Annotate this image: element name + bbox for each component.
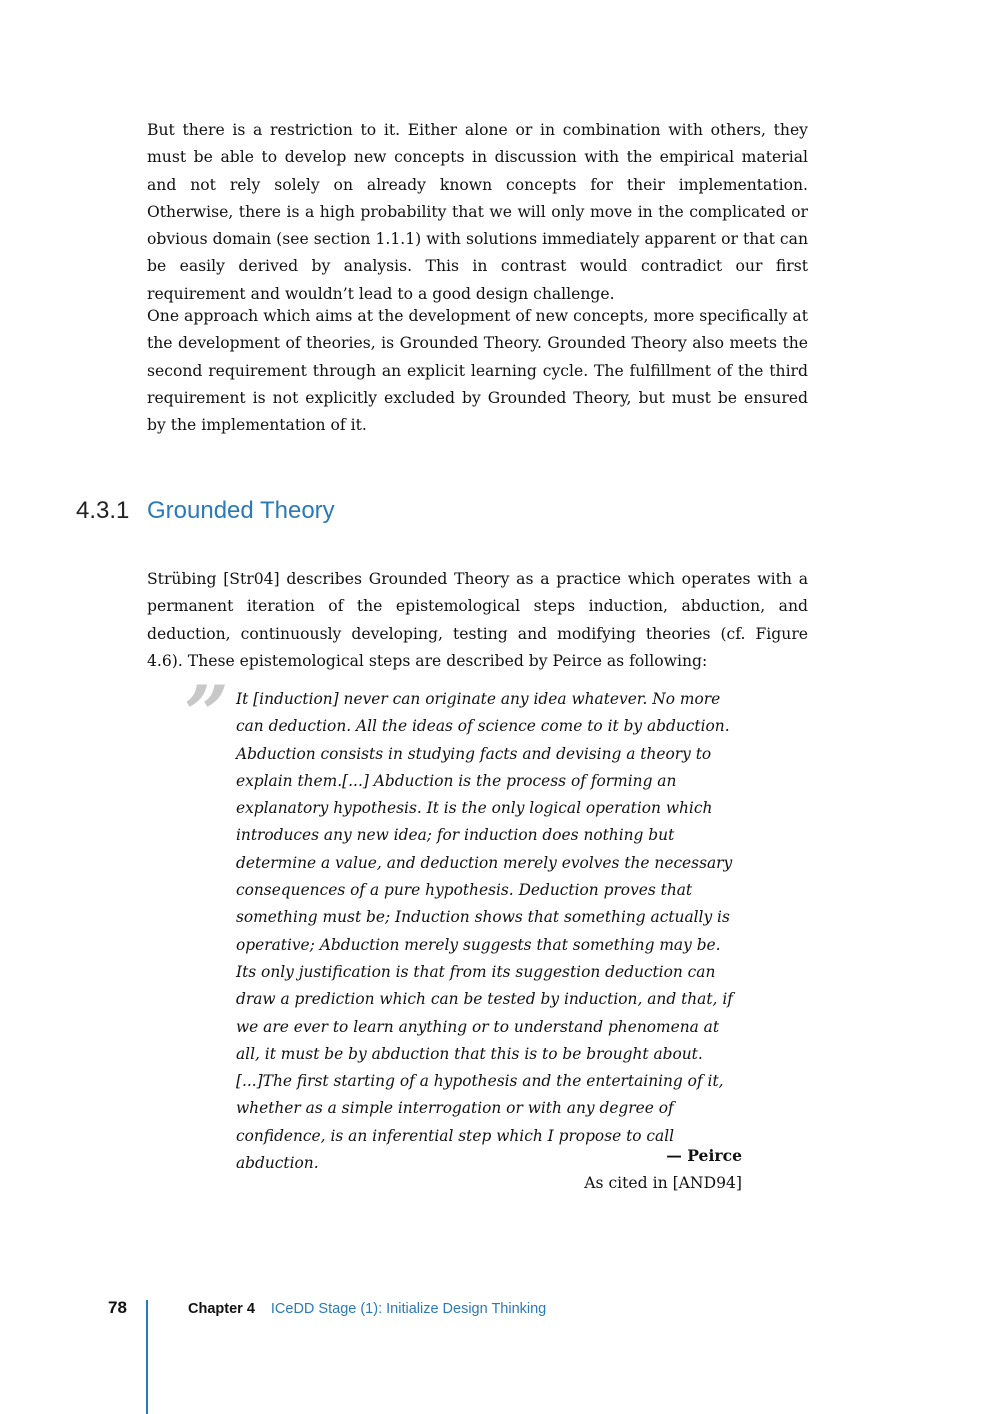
quote-author: — Peirce: [666, 1146, 742, 1165]
page-number: 78: [108, 1298, 127, 1317]
chapter-title: ICeDD Stage (1): Initialize Design Thinking: [270, 1301, 547, 1317]
footer-divider: [146, 1300, 148, 1414]
chapter-label: Chapter 4: [188, 1301, 255, 1317]
quotation-mark-icon: ”: [184, 669, 229, 760]
running-footer: [188, 1301, 546, 1317]
block-quote: It [induction] never can originate any idea whatever. No more can deduction. All the ideas of science come to it by abduction. Abduction consists in studying facts and devising a theory to explain them.[...] Abduction is the process of forming an explanatory hypothesis. It is the only logical operation which introduces any new idea; for induction does nothing but determine a value, and deduction merely evolves the necessary consequences of a pure hypothesis. Deduction proves that something must be; Induction shows that something actually is operative; Abduction merely suggests that something may be. Its only justification is that from its suggestion deduction can draw a prediction which can be tested by induction, and that, if we are ever to learn anything or to understand phenomena at all, it must be by abduction that this is to be brought about.[...]The first starting of a hypothesis and the entertaining of it, whether as a simple interrogation or with any degree of confidence, is an inferential step which I propose to call abduction.: [236, 690, 733, 1173]
body-paragraph: Strübing [Str04] describes Grounded Theory as a practice which operates with a permanent iteration of the epistemological steps induction, abduction, and deduction, continuously developing, testing and modifying theories (cf. Figure 4.6). These epistemological steps are described by Peirce as following:: [147, 570, 808, 670]
section-title: Grounded Theory: [147, 497, 335, 524]
section-heading: [76, 497, 335, 531]
section-number: 4.3.1: [76, 497, 130, 524]
quote-source: As cited in [AND94]: [584, 1174, 742, 1192]
body-paragraph: But there is a restriction to it. Either alone or in combination with others, they must be able to develop new concepts in discussion with the empirical material and not rely solely on already known concepts for their implementation. Otherwise, there is a high probability that we will only move in the complicated or obvious domain (see section 1.1.1) with solutions immediately apparent or that can be easily derived by analysis. This in contrast would contradict our first requirement and wouldn’t lead to a good design challenge.: [147, 121, 808, 303]
body-paragraph: One approach which aims at the development of new concepts, more specifically at the development of theories, is Grounded Theory. Grounded Theory also meets the second requirement through an explicit learning cycle. The fulfillment of the third requirement is not explicitly excluded by Grounded Theory, but must be ensured by the implementation of it.: [147, 307, 808, 435]
